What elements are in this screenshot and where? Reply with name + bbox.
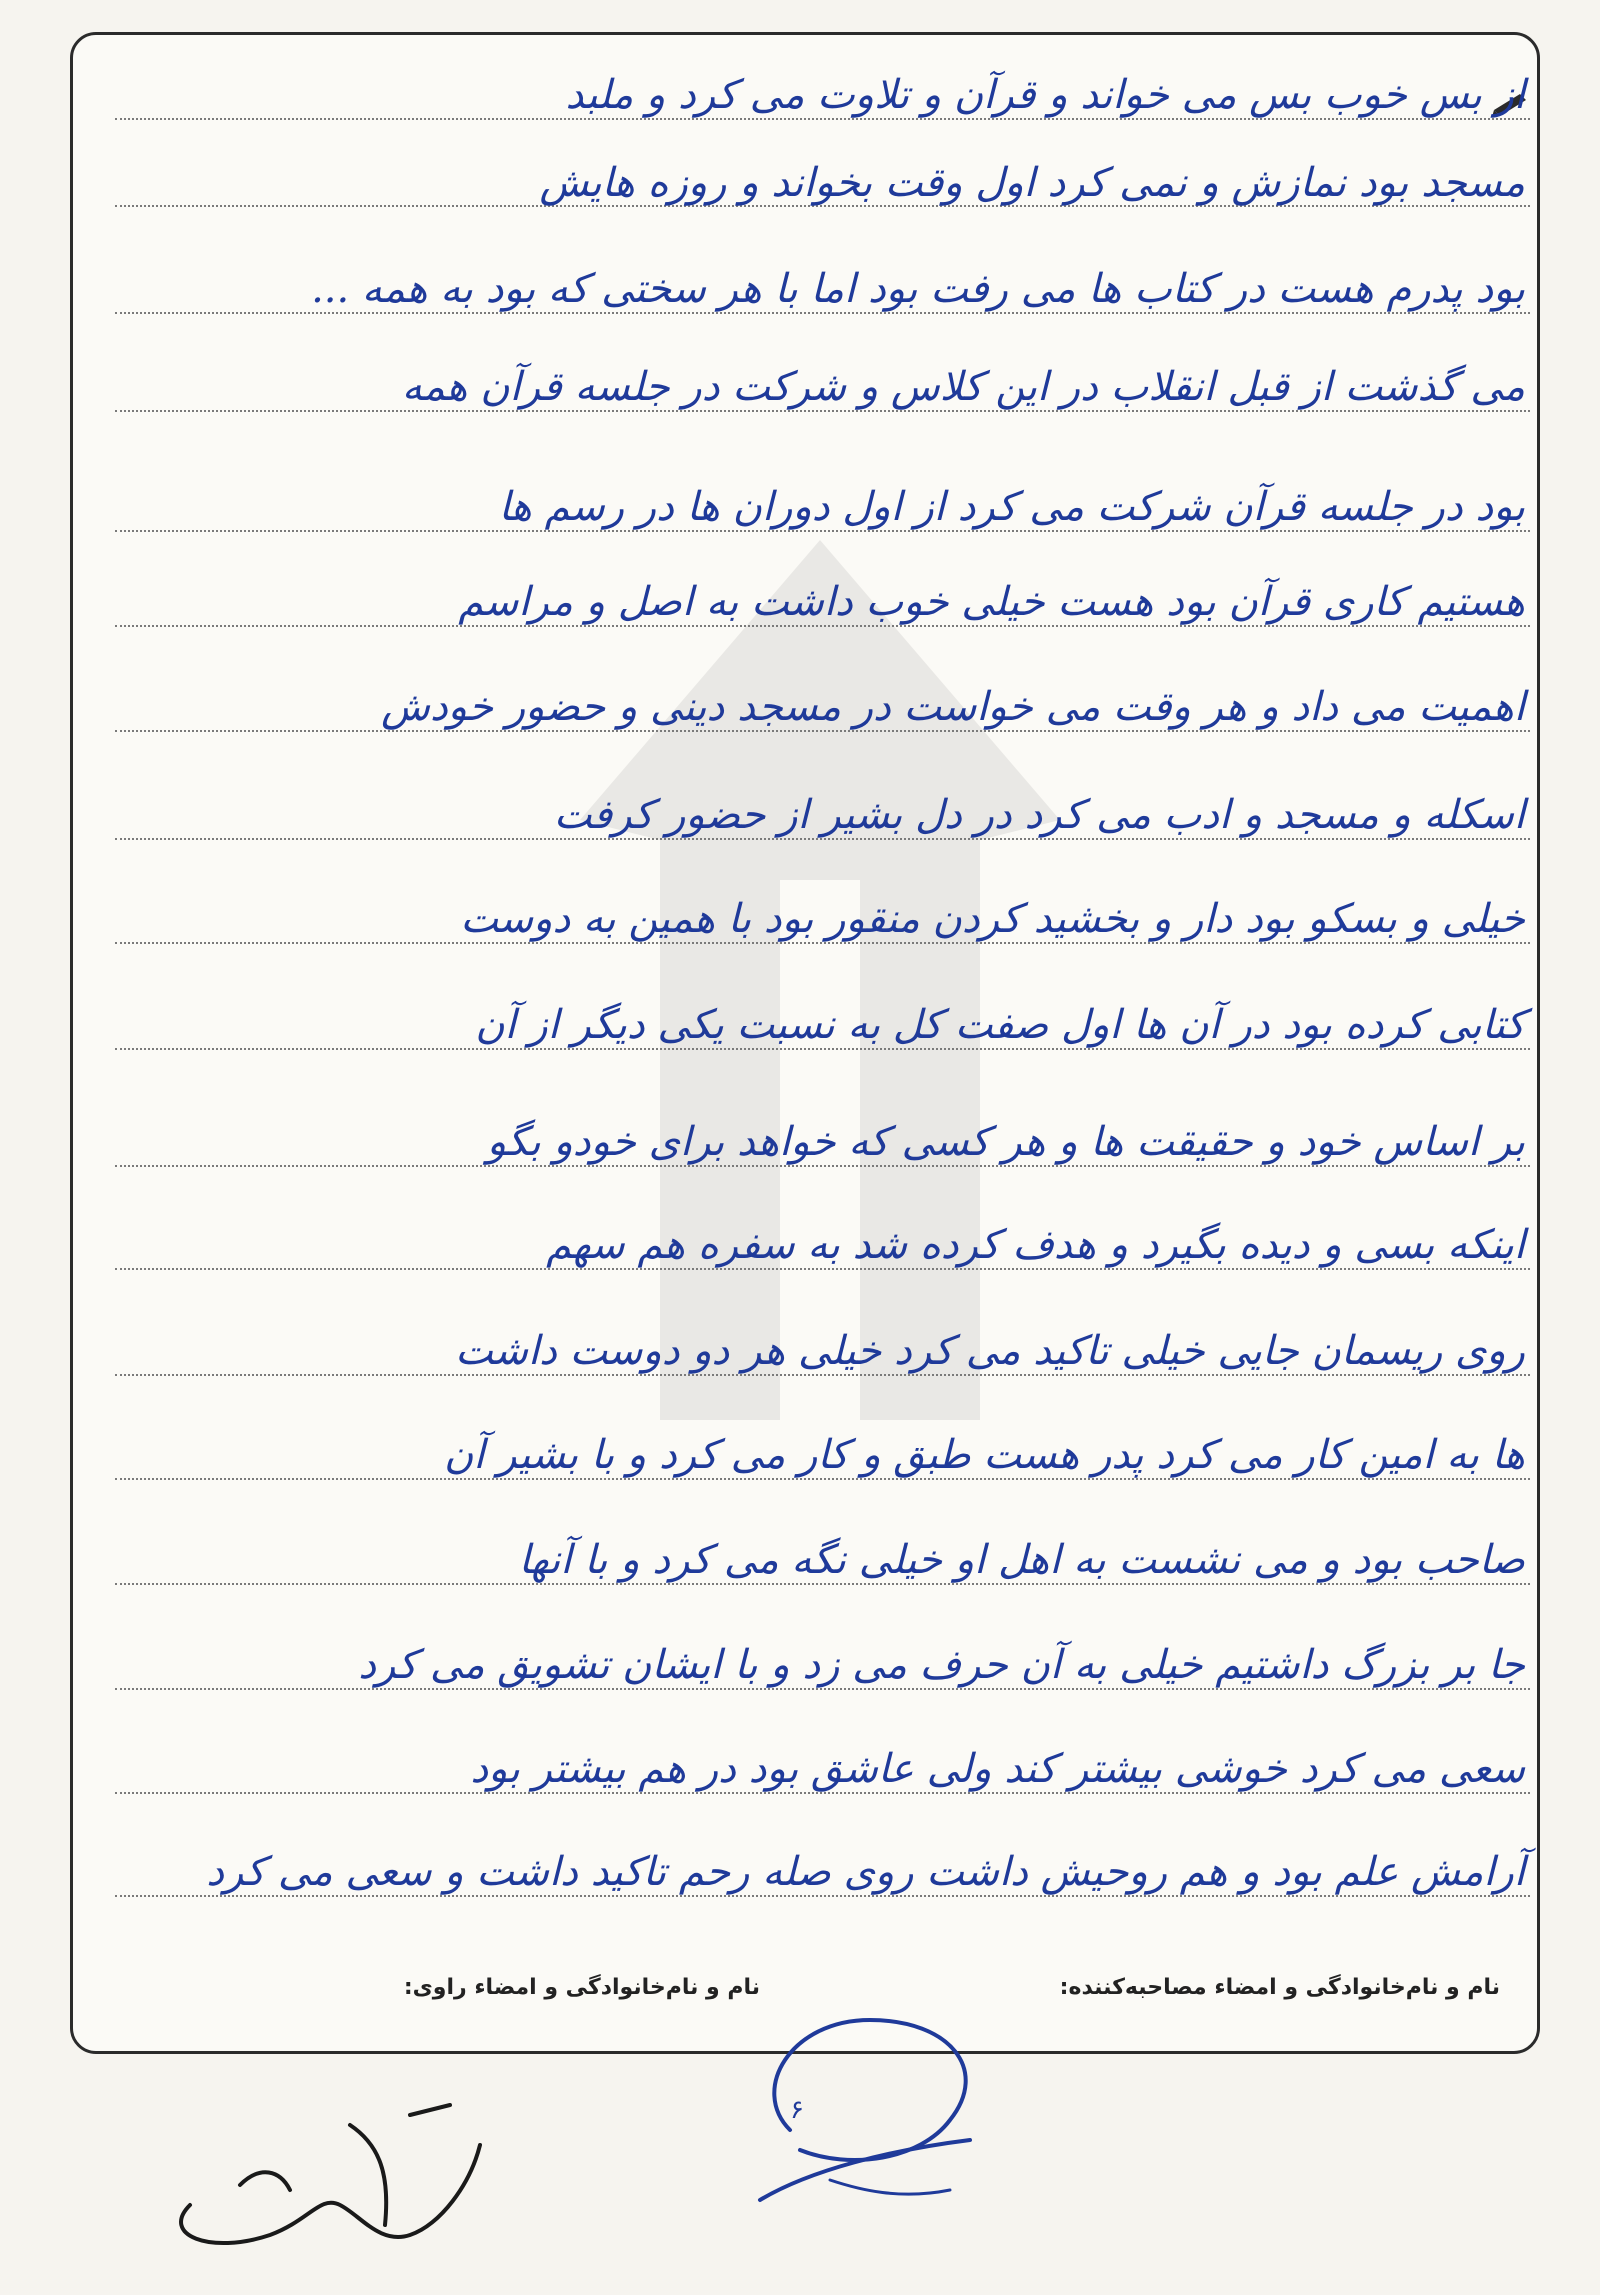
- left-signature: [150, 2085, 510, 2265]
- page-number: ۶: [790, 2095, 804, 2125]
- rule-line: [115, 1374, 1530, 1376]
- rule-line: [115, 1048, 1530, 1050]
- rule-line: [115, 410, 1530, 412]
- handwritten-line: جا بر بزرگ داشتیم خیلی به آن حرف می زد و با ایشان تشویق می کرد: [358, 1642, 1525, 1688]
- handwritten-line: مسجد بود نمازش و نمی کرد اول وقت بخواند و روزه هایش: [539, 160, 1525, 206]
- handwritten-line: کتابی کرده بود در آن ها اول صفت کل به نسبت یکی دیگر از آن: [475, 1002, 1525, 1048]
- rule-line: [115, 312, 1530, 314]
- rule-line: [115, 1688, 1530, 1690]
- rule-line: [115, 1165, 1530, 1167]
- rule-line: [115, 118, 1530, 120]
- rule-line: [115, 530, 1530, 532]
- narrator-signature-label: نام و نام‌خانوادگی و امضاء راوی:: [403, 1975, 760, 2000]
- handwritten-line: بود در جلسه قرآن شرکت می کرد از اول دوران ها در رسم ها: [498, 484, 1525, 530]
- rule-line: [115, 625, 1530, 627]
- rule-line: [115, 730, 1530, 732]
- handwritten-line: ها به امین کار می کرد پدر هست طبق و کار می کرد و با بشیر آن: [444, 1432, 1525, 1478]
- handwritten-line: می گذشت از قبل انقلاب در این کلاس و شرکت در جلسه قرآن همه: [401, 364, 1525, 410]
- rule-line: [115, 942, 1530, 944]
- handwritten-line: بود پدرم هست در کتاب ها می رفت بود اما با هر سختی که بود به همه ...: [311, 266, 1525, 312]
- right-signature: [730, 2000, 1060, 2230]
- handwritten-line: سعی می کرد خوشی بیشتر کند ولی عاشق بود در هم بیشتر بود: [470, 1746, 1525, 1792]
- handwritten-line: بر اساس خود و حقیقت ها و هر کسی که خواهد برای خودو بگو: [486, 1119, 1525, 1165]
- handwritten-line: روی ریسمان جایی خیلی تاکید می کرد خیلی هر دو دوست داشت: [455, 1328, 1525, 1374]
- handwritten-line: صاحب بود و می نشست به اهل او خیلی نگه می کرد و با آنها: [518, 1537, 1525, 1583]
- rule-line: [115, 1583, 1530, 1585]
- handwritten-line: هستیم کاری قرآن بود هست خیلی خوب داشت به اصل و مراسم: [458, 579, 1525, 625]
- rule-line: [115, 1895, 1530, 1897]
- handwritten-line: آرامش علم بود و هم روحیش داشت روی صله رحم تاکید داشت و سعی می کرد: [206, 1849, 1525, 1895]
- rule-line: [115, 1478, 1530, 1480]
- handwritten-line: اینکه بسی و دیده بگیرد و هدف کرده شد به سفره هم سهم: [546, 1222, 1525, 1268]
- handwritten-line: اسکله و مسجد و ادب می کرد در دل بشیر از حضور کرفت: [553, 792, 1525, 838]
- interviewer-signature-label: نام و نام‌خانوادگی و امضاء مصاحبه‌کننده:: [1059, 1975, 1500, 2000]
- rule-line: [115, 1792, 1530, 1794]
- rule-line: [115, 838, 1530, 840]
- handwritten-line: از بس خوب بس می خواند و قرآن و تلاوت می کرد و ملبد: [565, 72, 1525, 118]
- handwritten-line: خیلی و بسکو بود دار و بخشید کردن منقور بود با همین به دوست: [460, 896, 1525, 942]
- handwritten-line: اهمیت می داد و هر وقت می خواست در مسجد دینی و حضور خودش: [381, 684, 1525, 730]
- rule-line: [115, 1268, 1530, 1270]
